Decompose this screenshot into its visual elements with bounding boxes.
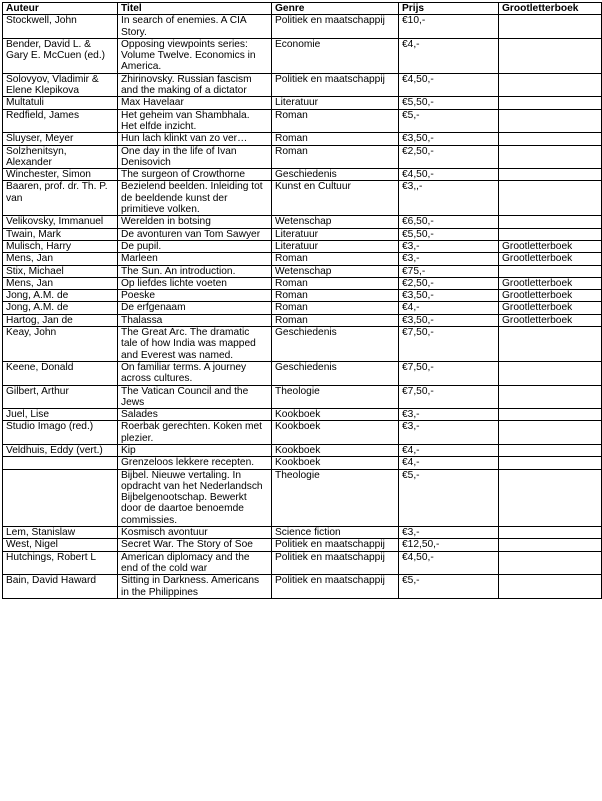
cell-price: €3,- <box>399 253 499 265</box>
cell-large-print <box>499 539 602 551</box>
cell-title: Kosmisch avontuur <box>118 527 272 539</box>
cell-large-print <box>499 551 602 575</box>
cell-author: Mens, Jan <box>3 253 118 265</box>
table-row <box>3 228 602 240</box>
table-row <box>3 73 602 97</box>
cell-genre: Literatuur <box>272 228 399 240</box>
cell-large-print: Grootletterboek <box>499 240 602 252</box>
cell-genre: Geschiedenis <box>272 327 399 362</box>
cell-author: Veldhuis, Eddy (vert.) <box>3 444 118 456</box>
cell-genre: Politiek en maatschappij <box>272 551 399 575</box>
cell-price: €3,50,- <box>399 290 499 302</box>
cell-title: Max Havelaar <box>118 97 272 109</box>
cell-title: Werelden in botsing <box>118 216 272 228</box>
cell-title: Poeske <box>118 290 272 302</box>
table-row <box>3 240 602 252</box>
cell-author: Sluyser, Meyer <box>3 133 118 145</box>
header-row <box>3 3 602 15</box>
cell-title: Het geheim van Shambhala. Het elfde inzicht. <box>118 109 272 133</box>
table-row <box>3 444 602 456</box>
cell-author: Juel, Lise <box>3 409 118 421</box>
book-price-table <box>2 2 602 599</box>
table-row <box>3 290 602 302</box>
cell-genre: Literatuur <box>272 240 399 252</box>
cell-title: De erfgenaam <box>118 302 272 314</box>
cell-genre: Wetenschap <box>272 216 399 228</box>
cell-title: Bijbel. Nieuwe vertaling. In opdracht van het Nederlandsch Bijbelgenootschap. Bewerkt door de daartoe benoemde commissies. <box>118 469 272 526</box>
table-row <box>3 327 602 362</box>
cell-author: Hartog, Jan de <box>3 314 118 326</box>
table-row <box>3 575 602 599</box>
cell-large-print <box>499 409 602 421</box>
table-row <box>3 145 602 169</box>
cell-price: €5,- <box>399 469 499 526</box>
table-row <box>3 539 602 551</box>
cell-price: €4,50,- <box>399 73 499 97</box>
cell-price: €4,- <box>399 38 499 73</box>
cell-title: Zhirinovsky. Russian fascism and the making of a dictator <box>118 73 272 97</box>
cell-price: €7,50,- <box>399 361 499 385</box>
header-price: Prijs <box>399 3 499 15</box>
header-title: Titel <box>118 3 272 15</box>
cell-author: Redfield, James <box>3 109 118 133</box>
cell-title: Kip <box>118 444 272 456</box>
cell-genre: Theologie <box>272 469 399 526</box>
cell-genre: Politiek en maatschappij <box>272 73 399 97</box>
cell-author: Mens, Jan <box>3 277 118 289</box>
cell-author: Baaren, prof. dr. Th. P. van <box>3 181 118 216</box>
cell-author: Studio Imago (red.) <box>3 421 118 445</box>
cell-price: €6,50,- <box>399 216 499 228</box>
cell-title: Grenzeloos lekkere recepten. <box>118 457 272 469</box>
cell-large-print <box>499 73 602 97</box>
cell-title: De pupil. <box>118 240 272 252</box>
cell-genre: Kookboek <box>272 409 399 421</box>
cell-price: €7,50,- <box>399 385 499 409</box>
cell-large-print <box>499 385 602 409</box>
cell-large-print <box>499 216 602 228</box>
table-row <box>3 109 602 133</box>
cell-genre: Politiek en maatschappij <box>272 575 399 599</box>
cell-genre: Kookboek <box>272 457 399 469</box>
cell-large-print: Grootletterboek <box>499 314 602 326</box>
cell-price: €2,50,- <box>399 145 499 169</box>
cell-large-print <box>499 527 602 539</box>
cell-author: Jong, A.M. de <box>3 290 118 302</box>
cell-price: €2,50,- <box>399 277 499 289</box>
cell-price: €5,- <box>399 575 499 599</box>
cell-title: One day in the life of Ivan Denisovich <box>118 145 272 169</box>
cell-large-print <box>499 38 602 73</box>
cell-large-print: Grootletterboek <box>499 277 602 289</box>
cell-price: €4,50,- <box>399 169 499 181</box>
cell-title: In search of enemies. A CIA Story. <box>118 15 272 39</box>
cell-title: The Sun. An introduction. <box>118 265 272 277</box>
table-row <box>3 15 602 39</box>
cell-large-print: Grootletterboek <box>499 302 602 314</box>
cell-large-print <box>499 469 602 526</box>
cell-price: €5,- <box>399 109 499 133</box>
cell-author: Gilbert, Arthur <box>3 385 118 409</box>
cell-title: Marleen <box>118 253 272 265</box>
cell-title: Thalassa <box>118 314 272 326</box>
cell-title: Op liefdes lichte voeten <box>118 277 272 289</box>
cell-title: Salades <box>118 409 272 421</box>
cell-large-print <box>499 109 602 133</box>
table-header <box>3 3 602 15</box>
cell-author: Solovyov, Vladimir & Elene Klepikova <box>3 73 118 97</box>
cell-title: Opposing viewpoints series: Volume Twelve. Economics in America. <box>118 38 272 73</box>
table-row <box>3 457 602 469</box>
cell-genre: Kookboek <box>272 444 399 456</box>
cell-large-print: Grootletterboek <box>499 290 602 302</box>
table-row <box>3 97 602 109</box>
cell-price: €5,50,- <box>399 228 499 240</box>
cell-title: Hun lach klinkt van zo ver… <box>118 133 272 145</box>
cell-price: €75,- <box>399 265 499 277</box>
cell-price: €4,50,- <box>399 551 499 575</box>
cell-genre: Roman <box>272 290 399 302</box>
cell-genre: Roman <box>272 133 399 145</box>
cell-large-print <box>499 169 602 181</box>
cell-genre: Geschiedenis <box>272 361 399 385</box>
cell-large-print <box>499 97 602 109</box>
cell-author: Velikovsky, Immanuel <box>3 216 118 228</box>
cell-author: Bain, David Haward <box>3 575 118 599</box>
table-row <box>3 551 602 575</box>
cell-price: €3,50,- <box>399 133 499 145</box>
cell-genre: Politiek en maatschappij <box>272 15 399 39</box>
cell-genre: Kookboek <box>272 421 399 445</box>
cell-genre: Economie <box>272 38 399 73</box>
cell-large-print <box>499 145 602 169</box>
cell-title: De avonturen van Tom Sawyer <box>118 228 272 240</box>
table-row <box>3 277 602 289</box>
table-row <box>3 409 602 421</box>
cell-price: €3,- <box>399 527 499 539</box>
cell-genre: Politiek en maatschappij <box>272 539 399 551</box>
cell-large-print <box>499 133 602 145</box>
cell-large-print <box>499 444 602 456</box>
cell-author: Winchester, Simon <box>3 169 118 181</box>
cell-title: Sitting in Darkness. Americans in the Philippines <box>118 575 272 599</box>
cell-genre: Roman <box>272 277 399 289</box>
cell-large-print <box>499 15 602 39</box>
cell-author <box>3 469 118 526</box>
cell-genre: Roman <box>272 253 399 265</box>
table-row <box>3 38 602 73</box>
table-row <box>3 302 602 314</box>
cell-price: €3,- <box>399 240 499 252</box>
table-row <box>3 385 602 409</box>
cell-title: Roerbak gerechten. Koken met plezier. <box>118 421 272 445</box>
cell-author: Keene, Donald <box>3 361 118 385</box>
cell-price: €4,- <box>399 457 499 469</box>
cell-large-print <box>499 457 602 469</box>
cell-genre: Science fiction <box>272 527 399 539</box>
table-row <box>3 133 602 145</box>
cell-genre: Wetenschap <box>272 265 399 277</box>
table-row <box>3 421 602 445</box>
cell-author: Hutchings, Robert L <box>3 551 118 575</box>
table-row <box>3 527 602 539</box>
cell-title: The Vatican Council and the Jews <box>118 385 272 409</box>
header-author: Auteur <box>3 3 118 15</box>
cell-author: Keay, John <box>3 327 118 362</box>
table-row <box>3 314 602 326</box>
cell-genre: Roman <box>272 109 399 133</box>
cell-price: €3,50,- <box>399 314 499 326</box>
cell-genre: Theologie <box>272 385 399 409</box>
cell-genre: Roman <box>272 145 399 169</box>
table-row <box>3 216 602 228</box>
table-row <box>3 469 602 526</box>
cell-genre: Literatuur <box>272 97 399 109</box>
cell-large-print <box>499 575 602 599</box>
cell-author: West, Nigel <box>3 539 118 551</box>
cell-large-print: Grootletterboek <box>499 253 602 265</box>
cell-title: Bezielend beelden. Inleiding tot de beeldende kunst der primitieve volken. <box>118 181 272 216</box>
cell-genre: Roman <box>272 314 399 326</box>
table-row <box>3 169 602 181</box>
cell-price: €3,- <box>399 409 499 421</box>
cell-large-print <box>499 228 602 240</box>
table-body <box>3 15 602 599</box>
cell-genre: Geschiedenis <box>272 169 399 181</box>
cell-large-print <box>499 181 602 216</box>
cell-author: Twain, Mark <box>3 228 118 240</box>
cell-author: Mulisch, Harry <box>3 240 118 252</box>
cell-title: Secret War. The Story of Soe <box>118 539 272 551</box>
table-row <box>3 253 602 265</box>
header-genre: Genre <box>272 3 399 15</box>
cell-price: €7,50,- <box>399 327 499 362</box>
cell-author: Solzhenitsyn, Alexander <box>3 145 118 169</box>
cell-price: €5,50,- <box>399 97 499 109</box>
cell-author: Lem, Stanislaw <box>3 527 118 539</box>
cell-price: €10,- <box>399 15 499 39</box>
cell-author: Jong, A.M. de <box>3 302 118 314</box>
cell-title: On familiar terms. A journey across cultures. <box>118 361 272 385</box>
table-row <box>3 265 602 277</box>
cell-author: Multatuli <box>3 97 118 109</box>
cell-price: €4,- <box>399 302 499 314</box>
table-row <box>3 181 602 216</box>
cell-author: Bender, David L. & Gary E. McCuen (ed.) <box>3 38 118 73</box>
cell-price: €12,50,- <box>399 539 499 551</box>
cell-author: Stix, Michael <box>3 265 118 277</box>
cell-price: €3,,- <box>399 181 499 216</box>
cell-genre: Kunst en Cultuur <box>272 181 399 216</box>
cell-title: The Great Arc. The dramatic tale of how India was mapped and Everest was named. <box>118 327 272 362</box>
cell-price: €4,- <box>399 444 499 456</box>
cell-price: €3,- <box>399 421 499 445</box>
cell-large-print <box>499 327 602 362</box>
cell-large-print <box>499 361 602 385</box>
header-large-print: Grootletterboek <box>499 3 602 15</box>
cell-large-print <box>499 265 602 277</box>
cell-title: The surgeon of Crowthorne <box>118 169 272 181</box>
table-row <box>3 361 602 385</box>
cell-title: American diplomacy and the end of the cold war <box>118 551 272 575</box>
cell-large-print <box>499 421 602 445</box>
cell-author: Stockwell, John <box>3 15 118 39</box>
cell-author <box>3 457 118 469</box>
cell-genre: Roman <box>272 302 399 314</box>
